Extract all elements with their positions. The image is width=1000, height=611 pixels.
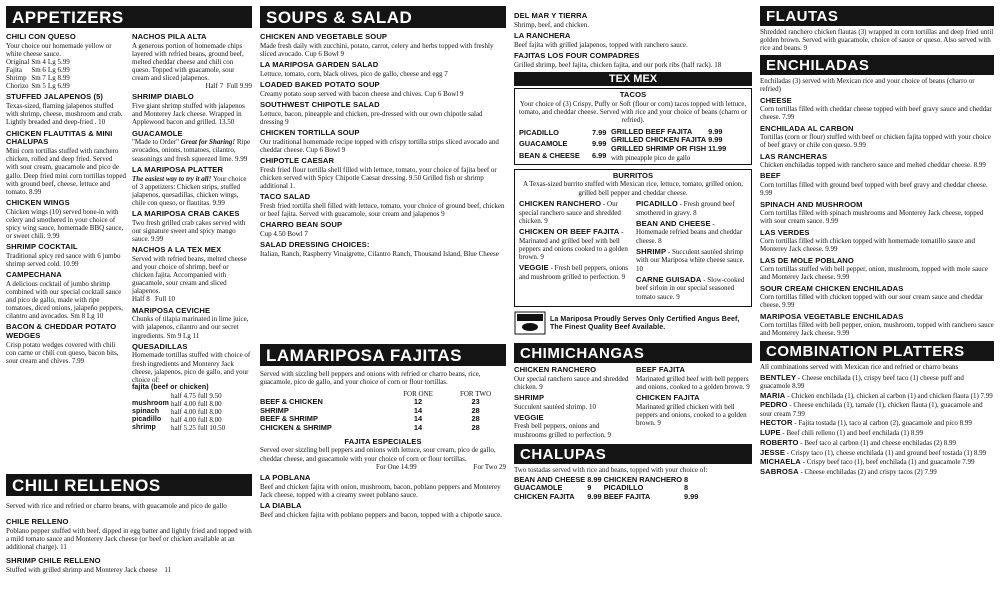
menu-item-mariposa-platter: LA MARIPOSA PLATTER The easiest way to try it all! Your choice of 3 appetizers: Chicken strips, stuffed jalapenos, quesadillas, chicken wings, chile con queso, or flautitas. 9.99 bbox=[132, 164, 247, 207]
fajitas-price-table: FOR ONE FOR TWO BEEF & CHICKEN 12 23 SHRIMP 14 28 BEEF & SHRIMP 14 28 CHICKEN & SHRIMP 14 28 bbox=[260, 390, 492, 433]
menu-item-flautitas: CHICKEN FLAUTITAS & MINI CHALUPAS Mini corn tortillas stuffed with ranchero chicken, rolled and deep fried. Served with sour cream, guacamole and pico de gallo. Deep fried mini corn tortillas topped with ground beef, cheese, lettuce and tomato. 8.99 bbox=[6, 128, 126, 196]
enchilada-vegetable: MARIPOSA VEGETABLE ENCHILADAS Corn tortillas filled with bell pepper, onion, mushroom, topped with ranchero sauce and Monterey Jack cheese. 9.99 bbox=[760, 311, 994, 338]
chimichangas-header: CHIMICHANGAS bbox=[514, 343, 752, 363]
menu-item-chicken-wings: CHICKEN WINGS Chicken wings (10) served bone-in with celery and smothered in your choice of spicy wing sauce, homemade BBQ sauce, or sweet chili. 9.99 bbox=[6, 197, 124, 240]
chalupas-right-table: CHICKEN RANCHERO 8 PICADILLO 8 BEEF FAJITA 9.99 bbox=[603, 474, 699, 501]
menu-item-la-ranchera: LA RANCHERA Beef fajita with grilled jalapenos, topped with ranchero sauce. bbox=[514, 30, 688, 49]
combo-pedro: PEDRO - Cheese enchilada (1), tamale (1), chicken flauta (1), guacamole and sour cream 7.99 bbox=[760, 400, 983, 419]
combo-sabrosa: SABROSA - Cheese enchiladas (2) and crispy tacos (2) 7.99 bbox=[760, 467, 937, 477]
burrito-bean-cheese: BEAN AND CHEESE - Homemade refried beans and cheddar cheese. 8 bbox=[636, 218, 743, 245]
column-three: DEL MAR Y TIERRA Shrimp, beef, and chicken. LA RANCHERA Beef fajita with grilled jalapenos, topped with ranchero sauce. FAJITAS LOS FOUR COMPADRES Grilled shrimp, beef fajita, chicken fajita, and our pork ribs (half rack). 18 TEX MEX TACOS Your choice of (3) Crispy, Puffy or Soft (flour or corn) tacos topped with lettuce, tomato, and cheddar cheese. Served with rice and your choice of beans (charro or refried). PICADILLO 7.99 GUACAMOLE 9.99 BEAN & CHEESE 6.99 GRILLED BEEF FAJITA 9.99 GRILLED CHICKEN FAJITA 9.99 GRILLED SHRIMP OR FISH 11.99 with pineapple pico de gallo BURRITOS A Texas-sized burrito stuffed with Mexican rice, lettuce, tomato, grilled onion, grilled bell pepper and cheddar cheese. CHICKEN RANCHERO - Our special ranchero sauce and shredded chicken. 9 CHICKEN OR BEEF FAJITA - Marinated and grilled beef with bell peppers and onions cooked to a golden brown. 9 VEGGIE - Fresh bell peppers, onions and mushroom grilled to perfection. 9 PICADILLO - Fresh ground beef smothered in gravy. 8 BEAN AND CHEESE - Homemade refried beans and cheddar cheese. 8 SHRIMP - Succulent sautéed shrimp with our Mariposa white cheese sauce. 10 CARNE GUISADA - Slow-cooked beef sirloin in our special seasoned tomato sauce. 9 La Mariposa Proudly Serves Only Certified Angus Beef, The Finest Quality Beef Available. CHIMICHANGAS CHICKEN RANCHERO Our special ranchero sauce and shredded chicken. 9 SHRIMP Succulent sautéed shrimp. 10 VEGGIE Fresh bell peppers, onions and mushrooms grilled to perfection. 9 BEEF FAJITA Marinated grilled beef with bell peppers and onions, cooked to a golden brown. 9 CHICKEN FAJITA Marinated grilled chicken with bell peppers and onions, cooked to a golden brown. 9 CHALUPAS Two tostadas served with rice and beans, topped with your choice of: BEAN AND CHEESE 8.99 GUACAMOLE 9 CHICKEN FAJITA 9.99 CHICKEN RANCHERO 8 PICADILLO 8 BEEF FAJITA 9.99 bbox=[514, 6, 752, 607]
menu-item-ceviche: MARIPOSA CEVICHE Chunks of tilapia marinated in lime juice, with jalapenos, cilantro and our secret ingredients. Sm 9 Lg 11 bbox=[132, 305, 249, 340]
chimi-shrimp: SHRIMP Succulent sautéed shrimp. 10 bbox=[514, 392, 597, 411]
menu-item-shrimp-chile-relleno: SHRIMP CHILE RELLENO Stuffed with grilled shrimp and Monterey Jack cheese 11 bbox=[6, 556, 172, 575]
menu-item-campechana: CAMPECHANA A delicious cocktail of jumbo shrimp combined with our special cocktail sauce and pico de gallo, made with ripe tomatoes, diced onions, jalapeño peppers, cilantro and avocados. Sm 8 Lg 10 bbox=[6, 270, 123, 321]
tacos-left-table: PICADILLO 7.99 GUACAMOLE 9.99 BEAN & CHEESE 6.99 bbox=[519, 128, 607, 160]
menu-item-bacon-wedges: BACON & CHEDDAR POTATO WEDGES Crisp potato wedges covered with chili con carne or chili con queso, bacon bits, sour cream and chives. 7.99 bbox=[6, 322, 119, 366]
menu-item-soup-8: SALAD DRESSING CHOICES: Italian, Ranch, Raspberry Vinaigrette, Cilantro Ranch, Thousand Island, Blue Cheese bbox=[260, 239, 499, 258]
menu-item-soup-2: LOADED BAKED POTATO SOUP Creamy potato soup served with bacon cheese and chives. Cup 6 Bowl 9 bbox=[260, 79, 464, 98]
burrito-fajita: CHICKEN OR BEEF FAJITA - Marinated and grilled beef with bell peppers and onions cooked to a golden brown. 9 bbox=[519, 226, 628, 261]
appetizers-section bbox=[6, 6, 252, 474]
menu-item-soup-1: LA MARIPOSA GARDEN SALAD Lettuce, tomato, corn, black olives, pico de gallo, cheese and egg 7 bbox=[260, 60, 448, 78]
chimi-beef-fajita: BEEF FAJITA Marinated grilled beef with bell peppers and onions, cooked to a golden brown. 9 bbox=[636, 364, 750, 391]
menu-item-la-diabla: LA DIABLA Beef and chicken fajita with poblano peppers and bacon, topped with a chipotle sauce. bbox=[260, 500, 502, 519]
enchilada-spinach-mushroom: SPINACH AND MUSHROOM Corn tortillas filled with spinach mushrooms and Monterey Jack cheese, topped with sour cream sauce. 9.99 bbox=[760, 199, 984, 226]
combo-jesse: JESSE - Crispy taco (1), cheese enchilada (1) and ground beef tostada (1) 8.99 bbox=[760, 447, 987, 457]
combination-platters-header: COMBINATION PLATTERS bbox=[760, 341, 994, 361]
combo-maria: MARIA - Chicken enchilada (1), chicken al carbon (1) and chicken flauta (1) 7.99 bbox=[760, 390, 993, 400]
menu-item-soup-3: SOUTHWEST CHIPOTLE SALAD Lettuce, bacon, pineapple and chicken, pre-dressed with our own chipotle salad dressing 9 bbox=[260, 99, 483, 126]
tacos-box: TACOS Your choice of (3) Crispy, Puffy or Soft (flour or corn) tacos topped with lettuce, tomato, and cheddar cheese. Served with rice and your choice of beans (charro or refried). PICADILLO 7.99 GUACAMOLE 9.99 BEAN & CHEESE 6.99 GRILLED BEEF FAJITA 9.99 GRILLED CHICKEN FAJITA 9.99 GRILLED SHRIMP OR FISH 11.99 with pineapple pico de gallo bbox=[514, 88, 752, 165]
menu-item-soup-5: CHIPOTLE CAESAR Fresh fried flour tortilla shell filled with lettuce, tomato, your choice of fajita beef or chicken served with Spicy Chipotle Caesar dressing. 9.50 Grilled fish or shrimp additional 1. bbox=[260, 155, 497, 190]
enchilada-beef: BEEF Corn tortillas filled with ground beef topped with beef gravy and cheddar cheese. 9.99 bbox=[760, 171, 988, 198]
soups-salad-section bbox=[260, 6, 506, 342]
burrito-veggie: VEGGIE - Fresh bell peppers, onions and mushroom grilled to perfection. 9 bbox=[519, 262, 629, 281]
menu-item-shrimp-diablo: SHRIMP DIABLO Five giant shrimp stuffed with jalapenos and Monterey Jack cheese. Wrapped in Applewood bacon and grilled. 13.50 bbox=[132, 92, 245, 127]
combo-bentley: BENTLEY - Cheese enchilada (1), crispy beef taco (1) cheese puff and guacamole 8.99 bbox=[760, 372, 964, 391]
menu-item-soup-7: CHARRO BEAN SOUP Cup 4.50 Bowl 7 bbox=[260, 220, 343, 238]
flautas-header: FLAUTAS bbox=[760, 6, 994, 26]
enchilada-al-carbon: ENCHILADA AL CARBON Tortillas (corn or flour) stuffed with beef or chicken fajita topped with your choice of beef gravy or chile con queso. 9.99 bbox=[760, 123, 991, 150]
combo-michaela: MICHAELA - Crispy beef taco (1), beef enchilada (1) and guacamole 7.99 bbox=[760, 457, 975, 467]
menu-item-guacamole: GUACAMOLE "Made to Order" Great for Sharing! Ripe avocados, onions, tomatoes, cilantro, seasonings and fresh squeezed lime. 9.99 bbox=[132, 128, 251, 163]
tacos-right-table: GRILLED BEEF FAJITA 9.99 GRILLED CHICKEN FAJITA 9.99 GRILLED SHRIMP OR FISH 11.99 bbox=[611, 126, 727, 153]
menu-item-soup-6: TACO SALAD Fresh fried tortilla shell filled with lettuce, tomato, your choice of ground beef, chicken or beef fajita. Served with guacamole, sour cream and jalapenos 9 bbox=[260, 191, 505, 218]
menu-item-fajita-especiales: FAJITA ESPECIALES Served over sizzling bell peppers and onions with lettuce, sour cream, pico de gallo, cheddar cheese, and guacamole with your choice of corn or flour tortillas. For One 14.99 For Two 29 bbox=[260, 436, 506, 471]
column-four: FLAUTAS Shredded ranchero chicken flautas (3) wrapped in corn tortillas and deep fried until golden brown. Served with guacamole, choice of sauce or queso. Also served with rice and beans. 9 ENCHILADAS Enchiladas (3) served with Mexican rice and your choice of beans (charro or refried) CHEESE Corn tortillas filled with cheddar cheese topped with beef gravy sauce and cheddar cheese. 7.99 ENCHILADA AL CARBON Tortillas (corn or flour) stuffed with beef or chicken fajita topped with your choice of beef gravy or chile con queso. 9.99 LAS RANCHERAS Chicken enchiladas topped with ranchero sauce and melted cheddar cheese. 8.99 BEEF Corn tortillas filled with ground beef topped with beef gravy and cheddar cheese. 9.99 SPINACH AND MUSHROOM Corn tortillas filled with spinach mushrooms and Monterey Jack cheese, topped with sour cream sauce. 9.99 LAS VERDES Corn tortillas filled with chicken topped with homemade tomatillo sauce and Monterey Jack cheese. 9.99 LAS DE MOLE POBLANO Corn tortillas stuffed with bell pepper, onion, mushroom, topped with mole sauce and Monterey Jack cheese. 9.99 SOUR CREAM CHICKEN ENCHILADAS Corn tortillas filled with chicken topped with our sour cream sauce and cheddar cheese. 9.99 MARIPOSA VEGETABLE ENCHILADAS Corn tortillas filled with bell pepper, onion, mushroom, topped with ranchero sauce and Monterey Jack cheese. 9.99 COMBINATION PLATTERS All combinations served with Mexican rice and refried or charro beans BENTLEY - Cheese enchilada (1), crispy beef taco (1) cheese puff and guacamole 8.99 MARIA - Chicken enchilada (1), chicken al carbon (1) and chicken flauta (1) 7.99 PEDRO - Cheese enchilada (1), tamale (1), chicken flauta (1), guacamole and sour cream 7.99 HECTOR - Fajita tostada (1), taco al carbon (2), guacamole and pico 8.99 LUPE - Beef chili relleno (1) and beef enchilada (1) 8.99 ROBERTO - Beef taco al carbon (1) and cheese enchiladas (2) 8.99 JESSE - Crispy taco (1), cheese enchilada (1) and ground beef tostada (1) 8.99 MICHAELA - Crispy beef taco (1), beef enchilada (1) and guacamole 7.99 SABROSA - Cheese enchiladas (2) and crispy tacos (2) 7.99 bbox=[760, 8, 994, 477]
menu-item-soup-4: CHICKEN TORTILLA SOUP Our traditional homemade recipe topped with crispy tortilla strips sliced avocado and cheddar cheese. Cup 6 Bowl 9 bbox=[260, 127, 499, 154]
menu-item-nachos-tex-mex: NACHOS A LA TEX MEX Served with refried beans, melted cheese and your choice of shrimp, beef or chicken fajita. Accompanied with guacamole, sour cream and sliced jalapenos. Half 8 Full 10 bbox=[132, 245, 247, 304]
menu-item-mar-y-tierra: DEL MAR Y TIERRA Shrimp, beef, and chicken. bbox=[514, 11, 590, 29]
enchiladas-header: ENCHILADAS bbox=[760, 55, 994, 75]
combo-roberto: ROBERTO - Beef taco al carbon (1) and cheese enchiladas (2) 8.99 bbox=[760, 437, 956, 447]
enchilada-sour-cream: SOUR CREAM CHICKEN ENCHILADAS Corn tortillas filled with chicken topped with our sour cream sauce and cheddar cheese. 9.99 bbox=[760, 283, 984, 310]
appetizers-header: APPETIZERS bbox=[6, 6, 252, 28]
burritos-box: BURRITOS A Texas-sized burrito stuffed with Mexican rice, lettuce, tomato, grilled onion, grilled bell pepper and cheddar cheese. CHICKEN RANCHERO - Our special ranchero sauce and shredded chicken. 9 CHICKEN OR BEEF FAJITA - Marinated and grilled beef with bell peppers and onions cooked to a golden brown. 9 VEGGIE - Fresh bell peppers, onions and mushroom grilled to perfection. 9 PICADILLO - Fresh ground beef smothered in gravy. 8 BEAN AND CHEESE - Homemade refried beans and cheddar cheese. 8 SHRIMP - Succulent sautéed shrimp with our Mariposa white cheese sauce. 10 CARNE GUISADA - Slow-cooked beef sirloin in our special seasoned tomato sauce. 9 bbox=[514, 169, 752, 307]
menu-item-chile-relleno: CHILE RELLENO Poblano pepper stuffed with beef, dipped in egg batter and lightly fried and topped with a mild tomato sauce and Monterey Jack cheese (or beef or chicken available at an additional charge). 11 bbox=[6, 517, 252, 552]
chimi-chicken-ranchero: CHICKEN RANCHERO Our special ranchero sauce and shredded chicken. 9 bbox=[514, 364, 629, 391]
menu-item-soup-0: CHICKEN AND VEGETABLE SOUP Made fresh daily with zucchini, potato, carrot, celery and herbs topped with freshly sliced avocado. Cup 6 Bowl 9 bbox=[260, 32, 494, 58]
chimi-chicken-fajita: CHICKEN FAJITA Marinated grilled chicken with bell peppers and onions, cooked to a golden brown. 9 bbox=[636, 392, 747, 427]
menu-item-shrimp-cocktail: SHRIMP COCKTAIL Traditional spicy red sauce with 6 jumbo shrimp served cold. 10.99 bbox=[6, 242, 121, 268]
menu-item-quesadillas: QUESADILLAS Homemade tortillas stuffed with choice of fresh ingredients and Monterey Jack cheese, jalapenos, pico de gallo, and your choice of: fajita (beef or chicken) half 4.75 full 9.50 mushroom half 4.00 full 8.00 spinach half 4.00 full 8.00 picadillo half 4.00 full 8.00 shrimp half 5.25 full 10.50 bbox=[132, 341, 251, 433]
enchilada-verdes: LAS VERDES Corn tortillas filled with chicken topped with homemade tomatillo sauce and Monterey Jack cheese. 9.99 bbox=[760, 227, 976, 254]
menu-item-crab-cakes: LA MARIPOSA CRAB CAKES Two fresh grilled crab cakes served with our signature sweet and spicy mango sauce. 9.99 bbox=[132, 208, 246, 243]
burrito-carne-guisada: CARNE GUISADA - Slow-cooked beef sirloin in our special seasoned tomato sauce. 9 bbox=[636, 274, 745, 301]
chimi-veggie: VEGGIE Fresh bell peppers, onions and mushrooms grilled to perfection. 9 bbox=[514, 412, 612, 439]
fajitas-header: LAMARIPOSA FAJITAS bbox=[260, 344, 506, 366]
menu-item-nachos-pila-alta: NACHOS PILA ALTA A generous portion of homemade chips layered with refried beans, ground beef, melted cheddar cheese and chili con queso. Topped with guacamole, sour cream and sliced jalapenos. Half 7 Full 9.99 bbox=[132, 32, 252, 91]
menu-item-four-compadres: FAJITAS LOS FOUR COMPADRES Grilled shrimp, beef fajita, chicken fajita, and our pork ribs (half rack). 18 bbox=[514, 50, 722, 69]
chalupas-left-table: BEAN AND CHEESE 8.99 GUACAMOLE 9 CHICKEN FAJITA 9.99 bbox=[514, 474, 602, 501]
chalupas-header: CHALUPAS bbox=[514, 444, 752, 464]
burrito-chicken-ranchero: CHICKEN RANCHERO - Our special ranchero sauce and shredded chicken. 9 bbox=[519, 198, 621, 225]
angus-note: La Mariposa Proudly Serves Only Certified Angus Beef, The Finest Quality Beef Available. bbox=[514, 311, 752, 337]
chili-rellenos-section: CHILI RELLENOS Served with rice and refried or charro beans, with guacamole and pico de gallo CHILE RELLENO Poblano pepper stuffed with beef, dipped in egg batter and lightly fried and topped with a mild tomato sauce and Monterey Jack cheese (or beef or chicken available at an additional charge). 11 SHRIMP CHILE RELLENO Stuffed with grilled shrimp and Monterey Jack cheese 11 bbox=[6, 476, 252, 575]
menu-item-chili-con-queso: CHILI CON QUESO Your choice our homemade yellow or white cheese sauce. Original Sm 4 Lg 5.99 Fajita Sm 6 Lg 6.99 Shrimp Sm 7 Lg 8.99 Chorizo Sm 5 Lg 6.99 bbox=[6, 32, 112, 91]
tex-mex-header: TEX MEX bbox=[514, 72, 752, 86]
soups-salad-header: SOUPS & SALAD bbox=[260, 6, 506, 28]
enchilada-cheese: CHEESE Corn tortillas filled with cheddar cheese topped with beef gravy sauce and cheddar cheese. 7.99 bbox=[760, 95, 992, 122]
combo-hector: HECTOR - Fajita tostada (1), taco al carbon (2), guacamole and pico 8.99 bbox=[760, 418, 972, 428]
combo-lupe: LUPE - Beef chili relleno (1) and beef enchilada (1) 8.99 bbox=[760, 428, 924, 438]
queso-price-table: Original Sm 4 Lg 5.99 Fajita Sm 6 Lg 6.99 Shrimp Sm 7 Lg 8.99 Chorizo Sm 5 Lg 6.99 bbox=[6, 58, 70, 91]
menu-item-stuffed-jalapenos: STUFFED JALAPENOS (5) Texas-sized, flaming jalapenos stuffed with shrimp, cheese, mushroom and crab. Lightly breaded and deep-fried . 10 bbox=[6, 92, 123, 127]
fajitas-section: LAMARIPOSA FAJITAS Served with sizzling bell peppers and onions with refried or charro beans, rice, guacamole, pico de gallo, and your choice of corn or flour tortillas. FOR ONE FOR TWO BEEF & CHICKEN 12 23 SHRIMP 14 28 BEEF & SHRIMP 14 28 CHICKEN & SHRIMP 14 28 FAJITA ESPECIALES Served over sizzling bell peppers and onions with lettuce, sour cream, pico de gallo, cheddar cheese, and guacamole with your choice of corn or flour tortillas. For One 14.99 For Two 29 LA POBLANA Beef and chicken fajita with onion, mushroom, bacon, poblano peppers and Monterey Jack cheese, topped with a creamy sweet poblano sauce. LA DIABLA Beef and chicken fajita with poblano peppers and bacon, topped with a chipotle sauce. bbox=[260, 346, 506, 519]
chili-rellenos-header: CHILI RELLENOS bbox=[6, 474, 252, 496]
quesadilla-price-table: half 4.75 full 9.50 mushroom half 4.00 full 8.00 spinach half 4.00 full 8.00 picadillo half 4.00 full 8.00 shrimp half 5.25 full 10.50 bbox=[132, 391, 226, 433]
enchilada-mole: LAS DE MOLE POBLANO Corn tortillas stuffed with bell pepper, onion, mushroom, topped with mole sauce and Monterey Jack cheese. 9.99 bbox=[760, 255, 988, 282]
enchilada-rancheras: LAS RANCHERAS Chicken enchiladas topped with ranchero sauce and melted cheddar cheese. 8.99 bbox=[760, 151, 986, 170]
burrito-picadillo: PICADILLO - Fresh ground beef smothered in gravy. 8 bbox=[636, 198, 735, 217]
burrito-shrimp: SHRIMP - Succulent sautéed shrimp with our Mariposa white cheese sauce. 10 bbox=[636, 246, 745, 273]
certified-angus-logo-icon bbox=[514, 311, 546, 335]
menu-item-la-poblana: LA POBLANA Beef and chicken fajita with onion, mushroom, bacon, poblano peppers and Monterey Jack cheese, topped with a creamy sweet poblano sauce. bbox=[260, 472, 501, 499]
